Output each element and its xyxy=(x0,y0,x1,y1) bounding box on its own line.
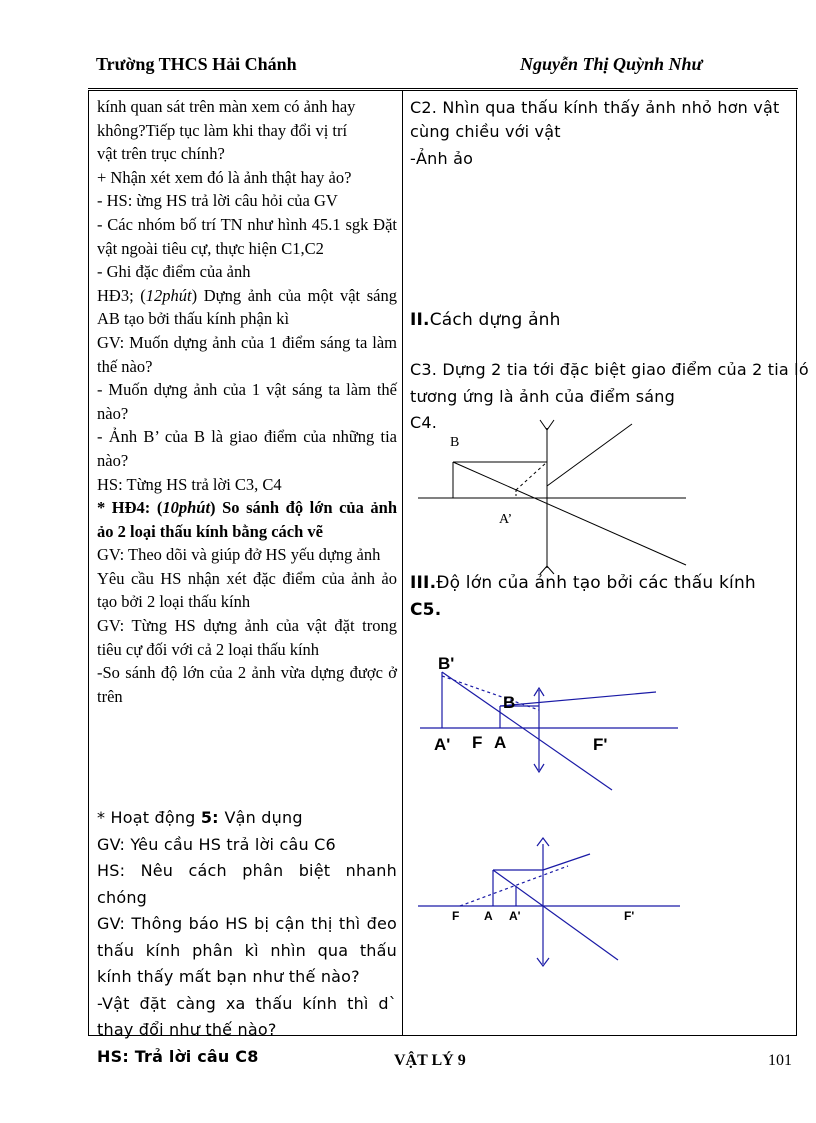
left-line: GV: Yêu cầu HS trả lời câu C6 xyxy=(97,834,336,854)
c5b-label-a-prime: A' xyxy=(509,909,521,923)
c5a-label-b-prime: B' xyxy=(438,654,455,673)
left-line: - Các nhóm bố trí TN như hình 45.1 sgk Đặt vật ngoài tiêu cự, thực hiện C1,C2 xyxy=(97,214,397,258)
c5b-label-f: F xyxy=(452,909,460,923)
c2-line: C2. Nhìn qua thấu kính thấy ảnh nhỏ hơn vật xyxy=(410,98,780,117)
c2-answer: -Ảnh ảo xyxy=(410,149,474,168)
c5a-label-f: F xyxy=(472,733,483,752)
left-line: - Ghi đặc điểm của ảnh xyxy=(97,262,251,282)
c4-label: C4. xyxy=(410,413,438,432)
left-line: + Nhận xét xem đó là ảnh thật hay ảo? xyxy=(97,167,352,187)
left-line: -Vật đặt càng xa thấu kính thì d` thay đổi như thế nào? xyxy=(97,993,397,1039)
c3-line: C3. Dựng 2 tia tới đặc biệt giao điểm của 2 tia ló xyxy=(410,360,809,379)
c5a-label-a-prime: A' xyxy=(434,735,451,754)
c3-line: tương ứng là ảnh của điểm sáng xyxy=(410,387,675,406)
section-3-heading: III.Độ lớn của ảnh tạo bởi các thấu kính xyxy=(410,573,756,593)
c2-line: cùng chiều với vật xyxy=(410,122,561,141)
hd5-heading: * Hoạt động 5: Vận dụng xyxy=(97,808,303,827)
footer-page-number: 101 xyxy=(768,1052,792,1069)
left-line: kính quan sát trên màn xem có ảnh hay xyxy=(97,97,356,116)
left-line: -So sánh độ lớn của 2 ảnh vừa dựng được ở trên xyxy=(97,663,397,706)
left-line: - Ảnh B’ của B là giao điểm của những tia nào? xyxy=(97,427,397,470)
header-school: Trường THCS Hải Chánh xyxy=(96,54,297,74)
header-teacher: Nguyễn Thị Quỳnh Như xyxy=(520,54,703,74)
left-line: vật trên trục chính? xyxy=(97,144,225,164)
left-line: GV: Theo dõi và giúp đở HS yếu dựng ảnh xyxy=(97,545,381,565)
c5b-label-f-prime: F' xyxy=(624,909,635,923)
footer-subject: VẬT LÝ 9 xyxy=(394,1052,466,1069)
section-2-heading: II.Cách dựng ảnh xyxy=(410,310,561,330)
left-line: - HS: ừng HS trả lời câu hỏi của GV xyxy=(97,191,338,211)
c4-label-b: B xyxy=(450,435,460,450)
c5a-label-a: A xyxy=(494,733,507,752)
left-line: Yêu cầu HS nhận xét đặc điểm của ảnh ảo tạo bởi 2 loại thấu kính xyxy=(97,568,397,612)
left-line: không?Tiếp tục làm khi thay đổi vị trí xyxy=(97,120,348,140)
c5b-label-a: A xyxy=(484,909,493,923)
left-line: GV: Thông báo HS bị cận thị thì đeo thấu kính phân kì nhìn qua thấu kính thấy mất bạn như thế nào? xyxy=(97,914,397,986)
hd4-paragraph: * HĐ4: (10phút) So sánh độ lớn của ảnh ảo 2 loại thấu kính bằng cách vẽ xyxy=(97,498,397,541)
left-line: GV: Từng HS dựng ảnh của vật đặt trong tiêu cự đối với cả 2 loại thấu kính xyxy=(97,616,397,659)
hd3-paragraph: HĐ3; (12phút) Dựng ảnh của một vật sáng AB tạo bởi thấu kính phận kì xyxy=(97,285,397,329)
left-line: - Muốn dựng ảnh của 1 vật sáng ta làm thế nào? xyxy=(97,380,397,423)
c5b-construction-ray xyxy=(460,866,568,906)
left-line-c8: HS: Trả lời câu C8 xyxy=(97,1046,259,1066)
c5a-label-f-prime: F' xyxy=(593,735,608,754)
c5b-ray-3 xyxy=(543,854,590,870)
left-line: HS: Từng HS trả lời C3, C4 xyxy=(97,474,282,494)
left-line: GV: Muốn dựng ảnh của 1 điểm sáng ta làm thế nào? xyxy=(97,332,397,376)
left-line: HS: Nêu cách phân biệt nhanh chóng xyxy=(97,861,397,907)
c5-label: C5. xyxy=(410,600,442,620)
c5a-label-b: B xyxy=(503,693,516,712)
c4-label-a-prime: A’ xyxy=(499,512,513,527)
